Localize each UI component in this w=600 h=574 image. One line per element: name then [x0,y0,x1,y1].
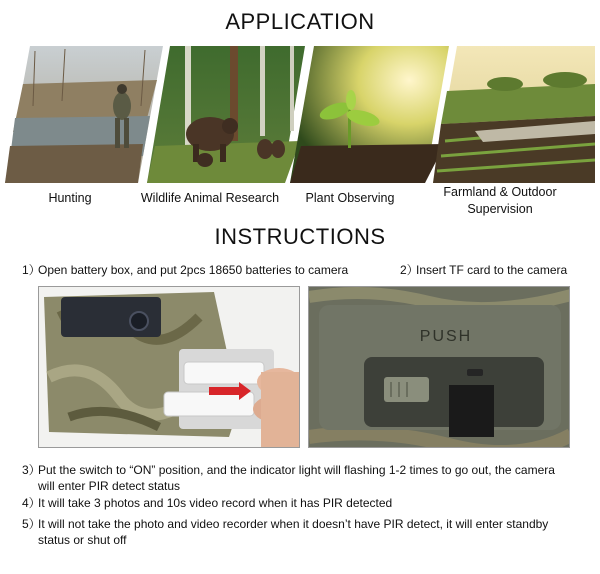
step-4 [22,495,392,511]
step-2 [400,262,567,278]
step-4-number: 4） [22,496,41,510]
step-5 [22,516,582,548]
caption-wildlife: Wildlife Animal Research [140,191,280,205]
hunting-image [5,46,163,183]
application-title: APPLICATION [225,9,375,34]
step-1 [22,262,348,278]
plant-image [290,46,449,183]
step-1-number: 1） [22,263,41,277]
application-image-strip [5,46,595,183]
caption-plant: Plant Observing [305,191,395,205]
step-2-text: Insert TF card to the camera [416,263,568,277]
caption-hunting: Hunting [48,191,92,205]
instructions-title: INSTRUCTIONS [214,224,386,249]
step-4-text: It will take 3 photos and 10s video record when it has PIR detected [38,496,393,510]
step-3 [22,462,582,494]
step-2-number: 2） [400,263,419,277]
step-5-line1: It will not take the photo and video recorder when it doesn’t have PIR detect, it will enter standby [38,517,549,531]
step-1-text: Open battery box, and put 2pcs 18650 batteries to camera [38,263,349,277]
step-5-number: 5） [22,517,41,531]
caption-farmland-line1: Farmland & Outdoor [443,185,557,199]
caption-farmland-line2: Supervision [467,202,533,216]
step-3-number: 3） [22,463,41,477]
battery-install-photo [38,286,300,448]
wildlife-image [147,46,305,183]
tf-card-photo [308,286,570,448]
caption-farmland [420,184,580,218]
farmland-image [433,46,595,183]
step-5-line2: status or shut off [38,533,127,547]
step-3-line1: Put the switch to “ON” position, and the indicator light will flashing 1-2 times to go out, the camera [38,463,555,477]
step-3-line2: will enter PIR detect status [38,479,181,493]
push-label: PUSH [419,328,473,345]
